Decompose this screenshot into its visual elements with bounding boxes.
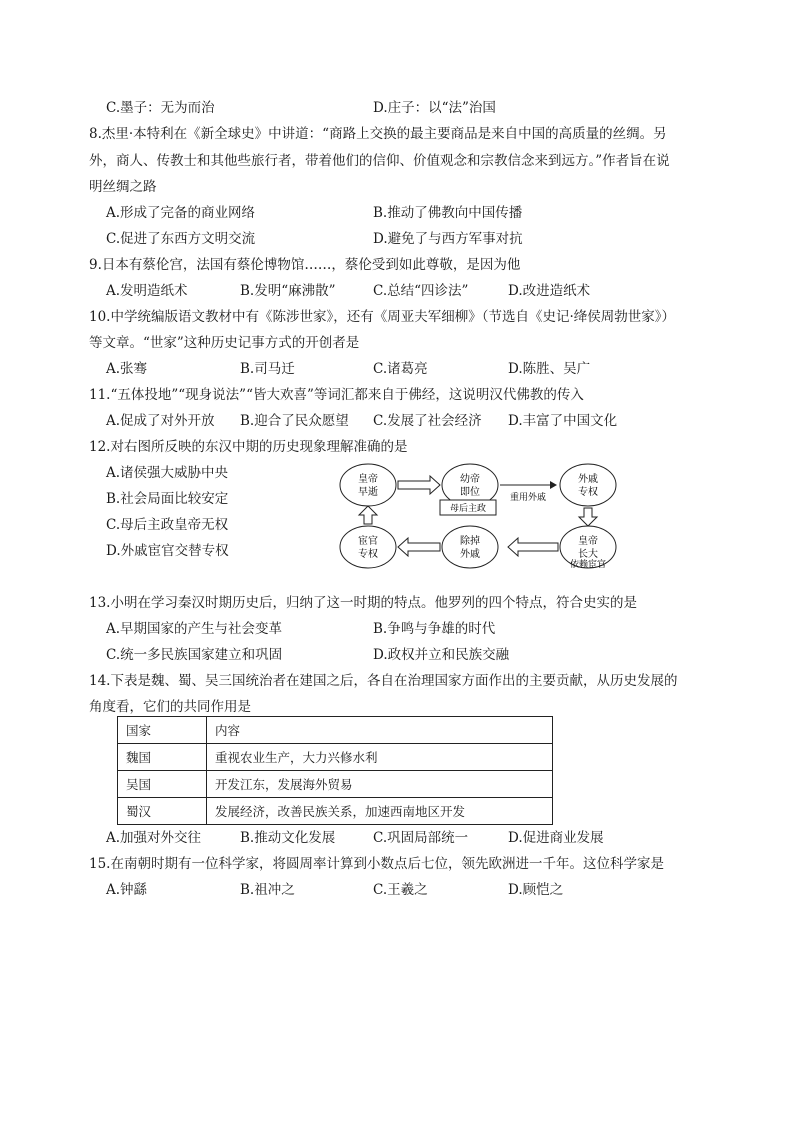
svg-text:宦官: 宦官 xyxy=(358,536,378,547)
q10-option-c: C.诸葛亮 xyxy=(373,361,428,377)
q8-stem-line2: 外，商人、传教士和其他些旅行者，带着他们的信仰、价值观念和宗教信念来到远方。”作者旨在说 xyxy=(89,153,670,169)
q12-option-b: B.社会局面比较安定 xyxy=(106,491,229,507)
q12-option-a: A.诸侯强大威胁中央 xyxy=(106,465,229,481)
node-remove-consort-clan xyxy=(442,526,498,568)
q9-option-b: B.发明“麻沸散” xyxy=(240,283,336,299)
q8-option-d: D.避免了与西方军事对抗 xyxy=(373,231,523,247)
q10-option-a: A.张骞 xyxy=(106,361,148,377)
svg-text:皇帝: 皇帝 xyxy=(578,536,598,547)
q15-option-b: B.祖冲之 xyxy=(240,882,295,898)
q12-option-d: D.外戚宦官交替专权 xyxy=(106,543,229,559)
q7-option-d: D.庄子：以“法”治国 xyxy=(373,100,496,116)
q10-stem-line1: 10.中学统编版语文教材中有《陈涉世家》，还有《周亚夫军细柳》（节选自《史记·绛侯周勃世家》） xyxy=(89,309,676,325)
table-cell: 吴国 xyxy=(118,771,207,798)
q8-option-b: B.推动了佛教向中国传播 xyxy=(373,205,523,221)
q10-option-b: B.司马迁 xyxy=(240,361,295,377)
q11-stem: 11.“五体投地”“现身说法”“皆大欢喜”等词汇都来自于佛经，这说明汉代佛教的传入 xyxy=(89,387,584,403)
q14-option-b: B.推动文化发展 xyxy=(240,830,336,846)
svg-text:外戚: 外戚 xyxy=(578,474,598,485)
table-cell: 发展经济，改善民族关系，加速西南地区开发 xyxy=(207,798,553,825)
q14-option-d: D.促进商业发展 xyxy=(508,830,604,846)
arrow-right-1 xyxy=(398,476,440,494)
q14-option-a: A.加强对外交往 xyxy=(106,830,202,846)
node-eunuch-power xyxy=(340,526,396,568)
q11-option-a: A.促成了对外开放 xyxy=(106,413,215,429)
table-cell: 蜀汉 xyxy=(118,798,207,825)
q13-stem: 13.小明在学习秦汉时期历史后，归纳了这一时期的特点。他罗列的四个特点，符合史实的是 xyxy=(89,595,637,611)
q8-stem-line3: 明丝绸之路 xyxy=(89,179,157,195)
svg-text:专权: 专权 xyxy=(358,549,378,560)
svg-text:幼帝: 幼帝 xyxy=(460,474,480,485)
svg-text:长大: 长大 xyxy=(578,549,598,560)
table-row xyxy=(118,744,553,771)
q14-option-c: C.巩固局部统一 xyxy=(373,830,469,846)
arrow-down-right xyxy=(579,508,597,526)
q8-option-c: C.促进了东西方文明交流 xyxy=(106,231,256,247)
svg-text:专权: 专权 xyxy=(578,487,598,498)
q8-option-a: A.形成了完备的商业网络 xyxy=(106,205,256,221)
node-emperor-early-death xyxy=(340,464,396,506)
table-header-cell: 国家 xyxy=(118,717,207,744)
svg-text:外戚: 外戚 xyxy=(460,549,480,560)
q15-stem: 15.在南朝时期有一位科学家，将圆周率计算到小数点后七位，领先欧洲进一千年。这位科学家是 xyxy=(89,856,664,872)
q13-option-d: D.政权并立和民族交融 xyxy=(373,647,510,663)
table-row xyxy=(118,798,553,825)
q9-option-a: A.发明造纸术 xyxy=(106,283,188,299)
svg-text:早逝: 早逝 xyxy=(358,487,378,498)
q11-option-c: C.发展了社会经济 xyxy=(373,413,482,429)
q8-stem-line1: 8.杰里·本特利在《新全球史》中讲道：“商路上交换的最主要商品是来自中国的高质量的丝绸。另 xyxy=(89,126,667,142)
q15-option-c: C.王羲之 xyxy=(373,882,428,898)
q14-stem-line2: 角度看，它们的共同作用是 xyxy=(89,699,251,715)
q11-option-b: B.迎合了民众愿望 xyxy=(240,413,349,429)
node-consort-clan-power xyxy=(560,464,616,506)
q12-option-c: C.母后主政皇帝无权 xyxy=(106,517,229,533)
label-rely-on-consort: 重用外戚 xyxy=(509,493,547,503)
arrow-left-1 xyxy=(508,538,558,556)
table-cell: 魏国 xyxy=(118,744,207,771)
q13-option-c: C.统一多民族国家建立和巩固 xyxy=(106,647,283,663)
q9-option-c: C.总结“四诊法” xyxy=(373,283,469,299)
table-cell: 开发江东，发展海外贸易 xyxy=(207,771,553,798)
svg-text:皇帝: 皇帝 xyxy=(358,474,378,485)
svg-text:即位: 即位 xyxy=(460,487,480,498)
q11-option-d: D.丰富了中国文化 xyxy=(508,413,618,429)
q12-cycle-diagram xyxy=(330,462,620,570)
q13-option-a: A.早期国家的产生与社会变革 xyxy=(106,621,283,637)
q9-stem: 9.日本有蔡伦宫，法国有蔡伦博物馆……，蔡伦受到如此尊敬，是因为他 xyxy=(89,257,521,273)
table-header-row xyxy=(118,717,553,744)
empress-dowager-label: 母后主政 xyxy=(449,504,487,514)
table-cell: 重视农业生产，大力兴修水利 xyxy=(207,744,553,771)
table-header-cell: 内容 xyxy=(207,717,553,744)
q12-stem: 12.对右图所反映的东汉中期的历史现象理解准确的是 xyxy=(89,439,408,455)
q15-option-a: A.钟繇 xyxy=(106,882,148,898)
q14-table xyxy=(117,716,553,825)
label-rely-on-eunuch: 依赖宦官 xyxy=(569,560,607,570)
q7-option-c: C.墨子：无为而治 xyxy=(106,100,215,116)
q15-option-d: D.顾恺之 xyxy=(508,882,564,898)
q14-stem-line1: 14.下表是魏、蜀、吴三国统治者在建国之后，各自在治理国家方面作出的主要贡献，从历史发展的 xyxy=(89,673,678,689)
q10-option-d: D.陈胜、吴广 xyxy=(508,361,591,377)
arrow-left-2 xyxy=(398,538,440,556)
svg-text:除掉: 除掉 xyxy=(460,536,480,547)
q13-option-b: B.争鸣与争雄的时代 xyxy=(373,621,496,637)
table-row xyxy=(118,771,553,798)
q9-option-d: D.改进造纸术 xyxy=(508,283,591,299)
q10-stem-line2: 等文章。“世家”这种历史记事方式的开创者是 xyxy=(89,335,360,351)
arrow-up-left xyxy=(359,506,377,524)
